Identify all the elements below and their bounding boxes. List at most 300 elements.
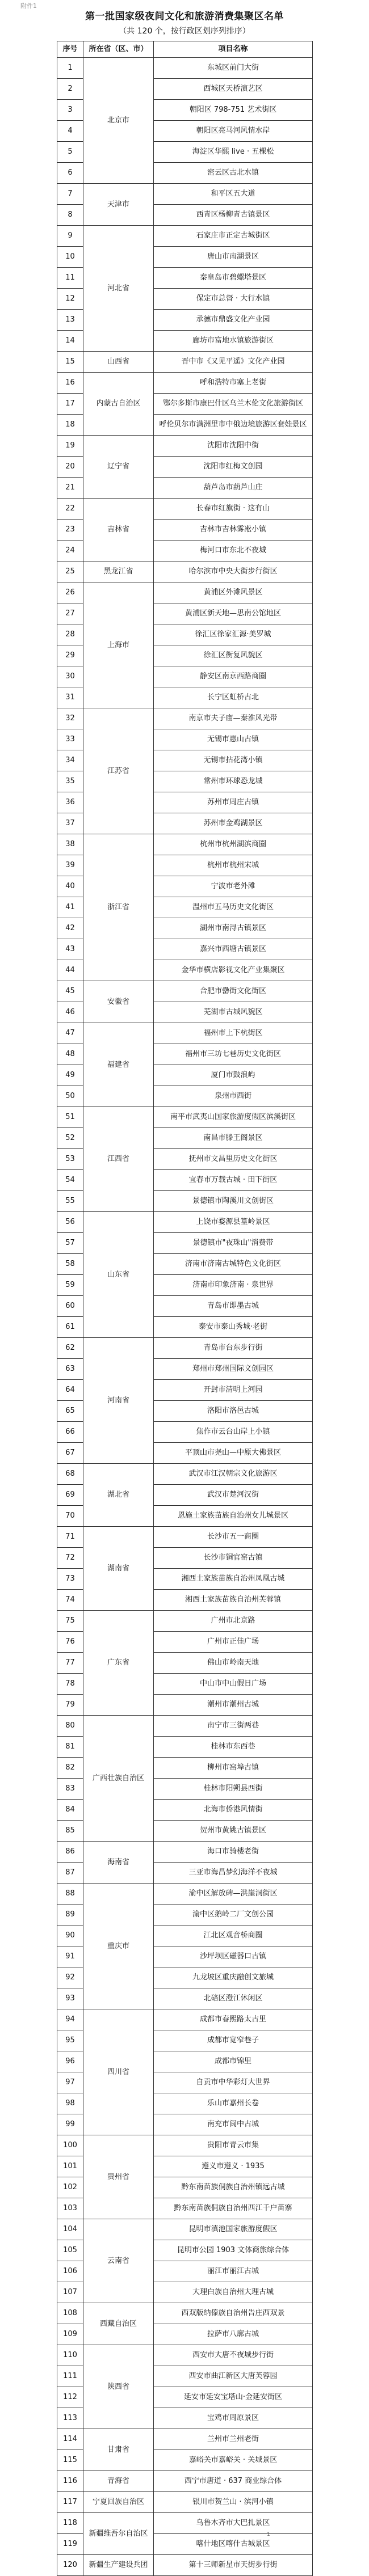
table-row [57,708,313,729]
row-index: 60 [57,1296,83,1317]
table-row [57,2471,313,2492]
row-index: 26 [57,582,83,603]
row-index: 74 [57,1590,83,1611]
row-index: 85 [57,1821,83,1842]
row-project-name: 延安市延安宝塔山·金延安街区 [154,2387,313,2408]
row-project-name: 梅河口市东北不夜城 [154,540,313,561]
row-index: 94 [57,2009,83,2030]
row-project-name: 湖州市南浔古镇景区 [154,918,313,939]
row-project-name: 宁波市老外滩 [154,876,313,897]
row-project-name: 秦皇岛市碧螺塔景区 [154,268,313,289]
row-index: 99 [57,2114,83,2135]
row-project-name: 广州市正佳广场 [154,1632,313,1653]
row-province: 河北省 [83,226,154,352]
row-index: 107 [57,2282,83,2303]
row-project-name: 平顶山市尧山—中原大佛景区 [154,1443,313,1464]
row-index: 113 [57,2408,83,2429]
row-province: 内蒙古自治区 [83,373,154,436]
row-index: 47 [57,1023,83,1044]
row-index: 38 [57,834,83,855]
row-province: 新疆维吾尔自治区 [83,2513,154,2555]
table-row [57,1023,313,1044]
row-project-name: 乐山市嘉州长卷 [154,2093,313,2114]
row-index: 110 [57,2345,83,2366]
row-index: 7 [57,184,83,205]
row-province: 海南省 [83,1842,154,1884]
table-row [57,1884,313,1904]
row-project-name: 成都市春熙路太古里 [154,2009,313,2030]
row-project-name: 杭州市杭州湖滨商圈 [154,834,313,855]
row-index: 5 [57,142,83,163]
row-index: 63 [57,1359,83,1380]
row-project-name: 静安区南京西路商圈 [154,666,313,687]
row-project-name: 青岛市即墨古城 [154,1296,313,1317]
row-index: 92 [57,1967,83,1988]
row-index: 50 [57,1086,83,1107]
row-project-name: 武汉市江汉朝宗文化旅游区 [154,1464,313,1485]
row-index: 76 [57,1632,83,1653]
page-number: 1 [267,2532,270,2537]
row-project-name: 西宁市唐道 · 637 商业综合体 [154,2471,313,2492]
row-project-name: 柳州市窑埠古镇 [154,1758,313,1779]
row-province: 山西省 [83,352,154,373]
row-index: 98 [57,2093,83,2114]
cluster-list-table [57,41,313,2576]
row-province: 黑龙江省 [83,561,154,582]
row-index: 118 [57,2513,83,2534]
row-index: 86 [57,1842,83,1863]
row-index: 69 [57,1485,83,1506]
table-row [57,2513,313,2534]
row-project-name: 鄂尔多斯市康巴什区乌兰木伦文化旅游街区 [154,394,313,415]
table-row [57,561,313,582]
row-project-name: 湘西土家族苗族自治州芙蓉镇 [154,1590,313,1611]
row-index: 77 [57,1653,83,1674]
row-project-name: 广州市北京路 [154,1611,313,1632]
table-row [57,2009,313,2030]
row-project-name: 宝鸡市周原景区 [154,2408,313,2429]
document-title: 第一批国家级夜间文化和旅游消费集聚区名单 [85,11,284,22]
row-index: 36 [57,792,83,813]
row-index: 67 [57,1443,83,1464]
row-project-name: 葫芦岛市葫芦山庄 [154,478,313,499]
table-row [57,58,313,79]
row-index: 43 [57,939,83,960]
row-index: 97 [57,2072,83,2093]
row-project-name: 南京市夫子庙—秦淮风光带 [154,708,313,729]
table-row [57,373,313,394]
row-project-name: 遵义市遵义 · 1935 [154,2156,313,2177]
row-project-name: 泉州市西街 [154,1086,313,1107]
row-province: 甘肃省 [83,2429,154,2471]
row-index: 53 [57,1149,83,1170]
row-index: 22 [57,499,83,520]
row-index: 21 [57,478,83,499]
row-project-name: 贵阳市青云市集 [154,2135,313,2156]
table-row [57,582,313,603]
row-index: 79 [57,1695,83,1716]
row-index: 87 [57,1863,83,1884]
row-project-name: 南平市武夷山国家旅游度假区滨溪街区 [154,1107,313,1128]
row-index: 23 [57,520,83,540]
row-province: 湖北省 [83,1464,154,1527]
table-row [57,1527,313,1548]
row-project-name: 昆明市滇池国家旅游度假区 [154,2219,313,2240]
row-project-name: 朝阳区亮马河风情水岸 [154,121,313,142]
row-project-name: 芜湖市古城风貌区 [154,1002,313,1023]
row-project-name: 西安市曲江新区大唐芙蓉园 [154,2366,313,2387]
row-index: 4 [57,121,83,142]
row-index: 20 [57,457,83,478]
row-index: 89 [57,1904,83,1925]
row-project-name: 厦门市鼓浪屿 [154,1065,313,1086]
row-index: 8 [57,205,83,226]
table-header-row [57,41,313,58]
row-project-name: 长沙市五一商圈 [154,1527,313,1548]
row-project-name: 渝中区鹅岭二厂文创公园 [154,1904,313,1925]
row-project-name: 和平区五大道 [154,184,313,205]
row-index: 17 [57,394,83,415]
row-project-name: 景德镇市陶溪川文创街区 [154,1191,313,1212]
table-row [57,499,313,520]
row-index: 66 [57,1422,83,1443]
row-project-name: 喀什地区喀什古城景区 [154,2534,313,2555]
row-index: 100 [57,2135,83,2156]
row-index: 14 [57,331,83,352]
row-index: 95 [57,2030,83,2051]
row-province: 宁夏回族自治区 [83,2492,154,2513]
row-index: 34 [57,750,83,771]
row-index: 11 [57,268,83,289]
row-project-name: 长宁区虹桥古北 [154,687,313,708]
row-province: 广东省 [83,1611,154,1716]
row-index: 93 [57,1988,83,2009]
row-project-name: 西安市大唐不夜城步行街 [154,2345,313,2366]
row-index: 111 [57,2366,83,2387]
row-index: 6 [57,163,83,184]
row-project-name: 银川市贺兰山 · 滨河小镇 [154,2492,313,2513]
row-index: 115 [57,2450,83,2471]
row-index: 56 [57,1212,83,1233]
row-index: 18 [57,415,83,436]
table-row [57,436,313,457]
row-project-name: 拉萨市八廓古城 [154,2324,313,2345]
table-row [57,1338,313,1359]
row-index: 88 [57,1884,83,1904]
row-project-name: 昆明市公园 1903 文体商旅综合体 [154,2240,313,2261]
table-row [57,2345,313,2366]
row-project-name: 唐山市南湖景区 [154,247,313,268]
row-project-name: 成都市宽窄巷子 [154,2030,313,2051]
row-index: 59 [57,1275,83,1296]
row-index: 117 [57,2492,83,2513]
row-index: 104 [57,2219,83,2240]
row-project-name: 黔东南苗族侗族自治州镇远古城 [154,2177,313,2198]
row-index: 73 [57,1569,83,1590]
row-project-name: 长沙市铜官窑古镇 [154,1548,313,1569]
row-index: 27 [57,603,83,624]
row-index: 109 [57,2324,83,2345]
row-project-name: 渝中区解放碑—洪崖洞街区 [154,1884,313,1904]
table-row [57,1107,313,1128]
table-row [57,1212,313,1233]
row-province: 山东省 [83,1212,154,1338]
row-project-name: 宜春市万载古城 · 田下街区 [154,1170,313,1191]
row-project-name: 北海市侨港风情街 [154,1800,313,1821]
row-index: 24 [57,540,83,561]
row-project-name: 贺州市黄姚古镇景区 [154,1821,313,1842]
row-index: 33 [57,729,83,750]
row-project-name: 杭州市杭州宋城 [154,855,313,876]
row-project-name: 沈阳市红梅文创园 [154,457,313,478]
row-province: 河南省 [83,1338,154,1464]
row-project-name: 潮州市潮州古城 [154,1695,313,1716]
row-project-name: 徐汇区衡复风貌区 [154,645,313,666]
row-project-name: 西双版纳傣族自治州告庄西双景 [154,2303,313,2324]
row-project-name: 青岛市台东步行街 [154,1338,313,1359]
row-index: 102 [57,2177,83,2198]
row-project-name: 常州市环球恐龙城 [154,771,313,792]
row-project-name: 长春市红旗街 · 这有山 [154,499,313,520]
row-index: 70 [57,1506,83,1527]
row-project-name: 朝阳区 798-751 艺术街区 [154,100,313,121]
row-index: 119 [57,2534,83,2555]
row-project-name: 景德镇市"夜珠山"消费带 [154,1233,313,1254]
row-project-name: 九龙坡区重庆融创文旅城 [154,1967,313,1988]
row-index: 112 [57,2387,83,2408]
table-row [57,1842,313,1863]
row-project-name: 黄浦区外滩风景区 [154,582,313,603]
row-index: 49 [57,1065,83,1086]
table-row [57,2219,313,2240]
row-project-name: 承德市鼎盛文化产业园 [154,310,313,331]
row-index: 65 [57,1401,83,1422]
row-project-name: 黄浦区新天地—思南公馆地区 [154,603,313,624]
table-row [57,2555,313,2576]
row-project-name: 乌鲁木齐市大巴扎景区 [154,2513,313,2534]
row-project-name: 晋中市《又见平遥》文化产业园 [154,352,313,373]
table-row [57,2303,313,2324]
row-project-name: 海口市骑楼老街 [154,1842,313,1863]
row-project-name: 江北区观音桥商圈 [154,1925,313,1946]
row-index: 2 [57,79,83,100]
row-project-name: 温州市五马历史文化街区 [154,897,313,918]
table-row [57,981,313,1002]
row-project-name: 石家庄市正定古城街区 [154,226,313,247]
row-province: 青海省 [83,2471,154,2492]
row-province: 吉林省 [83,499,154,561]
row-index: 28 [57,624,83,645]
row-index: 45 [57,981,83,1002]
row-index: 12 [57,289,83,310]
row-index: 101 [57,2156,83,2177]
table-row [57,2429,313,2450]
row-index: 106 [57,2261,83,2282]
row-index: 29 [57,645,83,666]
table-row [57,1716,313,1737]
row-province: 云南省 [83,2219,154,2303]
header-project-name: 项目名称 [154,41,313,58]
row-project-name: 大理白族自治州大理古城 [154,2282,313,2303]
row-index: 32 [57,708,83,729]
row-project-name: 合肥市罍街文化街区 [154,981,313,1002]
row-index: 46 [57,1002,83,1023]
row-project-name: 第十三师新星市天街步行街 [154,2555,313,2576]
row-province: 江西省 [83,1107,154,1212]
row-index: 75 [57,1611,83,1632]
row-province: 江苏省 [83,708,154,834]
row-index: 68 [57,1464,83,1485]
row-index: 1 [57,58,83,79]
row-province: 广西壮族自治区 [83,1716,154,1842]
table-row [57,184,313,205]
row-project-name: 开封市清明上河园 [154,1380,313,1401]
row-index: 31 [57,687,83,708]
row-project-name: 抚州市文昌里历史文化街区 [154,1149,313,1170]
row-project-name: 徐汇区徐家汇源·美罗城 [154,624,313,645]
row-index: 30 [57,666,83,687]
attachment-mark: 附件1 [20,2,37,10]
row-province: 陕西省 [83,2345,154,2429]
table-row [57,1464,313,1485]
row-index: 57 [57,1233,83,1254]
row-index: 54 [57,1170,83,1191]
row-index: 41 [57,897,83,918]
row-province: 重庆市 [83,1884,154,2009]
row-index: 3 [57,100,83,121]
row-province: 天津市 [83,184,154,226]
table-row [57,2135,313,2156]
row-index: 15 [57,352,83,373]
row-index: 61 [57,1317,83,1338]
row-index: 52 [57,1128,83,1149]
row-index: 96 [57,2051,83,2072]
row-index: 91 [57,1946,83,1967]
row-province: 浙江省 [83,834,154,981]
row-project-name: 中山市中山假日广场 [154,1674,313,1695]
row-project-name: 西青区杨柳青古镇景区 [154,205,313,226]
table-row [57,1611,313,1632]
table-row [57,352,313,373]
row-project-name: 三亚市海昌梦幻海洋不夜城 [154,1863,313,1884]
table-row [57,834,313,855]
row-project-name: 上饶市婺源县篁岭景区 [154,1212,313,1233]
row-index: 62 [57,1338,83,1359]
row-project-name: 嘉峪关市嘉峪关 · 关城景区 [154,2450,313,2471]
row-project-name: 保定市总督 · 大行水镇 [154,289,313,310]
row-index: 58 [57,1254,83,1275]
row-index: 103 [57,2198,83,2219]
row-project-name: 成都市锦里 [154,2051,313,2072]
row-project-name: 哈尔滨市中央大街步行街区 [154,561,313,582]
row-index: 48 [57,1044,83,1065]
row-index: 16 [57,373,83,394]
row-project-name: 海淀区华熙 live · 五棵松 [154,142,313,163]
row-project-name: 西城区天桥演艺区 [154,79,313,100]
row-project-name: 沈阳市沈阳中街 [154,436,313,457]
table-row [57,226,313,247]
row-project-name: 金华市横店影视文化产业集聚区 [154,960,313,981]
row-project-name: 济南市印象济南 · 泉世界 [154,1275,313,1296]
row-province: 四川省 [83,2009,154,2135]
row-project-name: 呼伦贝尔市满洲里市中俄边境旅游区套娃景区 [154,415,313,436]
row-index: 39 [57,855,83,876]
row-project-name: 湘西土家族苗族自治州凤凰古城 [154,1569,313,1590]
row-project-name: 恩施土家族苗族自治州女儿城景区 [154,1506,313,1527]
row-index: 80 [57,1716,83,1737]
row-province: 湖南省 [83,1527,154,1611]
row-index: 51 [57,1107,83,1128]
row-project-name: 南宁市三街两巷 [154,1716,313,1737]
row-project-name: 无锡市拈花湾小镇 [154,750,313,771]
table-row [57,2492,313,2513]
row-index: 114 [57,2429,83,2450]
row-index: 37 [57,813,83,834]
row-index: 78 [57,1674,83,1695]
row-index: 55 [57,1191,83,1212]
row-province: 福建省 [83,1023,154,1107]
row-province: 贵州省 [83,2135,154,2219]
row-index: 72 [57,1548,83,1569]
row-project-name: 桂林市东西巷 [154,1737,313,1758]
row-index: 83 [57,1779,83,1800]
row-province: 上海市 [83,582,154,708]
row-province: 北京市 [83,58,154,184]
row-index: 105 [57,2240,83,2261]
row-index: 25 [57,561,83,582]
row-project-name: 南昌市滕王阁景区 [154,1128,313,1149]
row-project-name: 东城区前门大街 [154,58,313,79]
table-body [57,58,313,2576]
row-index: 40 [57,876,83,897]
row-index: 84 [57,1800,83,1821]
row-project-name: 沙坪坝区磁器口古镇 [154,1946,313,1967]
row-project-name: 南充市阆中古城 [154,2114,313,2135]
row-project-name: 泰安市泰山秀城·老街 [154,1317,313,1338]
row-index: 19 [57,436,83,457]
header-index: 序号 [57,41,83,58]
row-project-name: 呼和浩特市塞上老街 [154,373,313,394]
row-index: 90 [57,1925,83,1946]
row-project-name: 丽江市丽江古城 [154,2261,313,2282]
header-province: 所在省（区、市） [83,41,154,58]
row-project-name: 无锡市惠山古镇 [154,729,313,750]
row-index: 35 [57,771,83,792]
row-index: 42 [57,918,83,939]
row-project-name: 福州市三坊七巷历史文化街区 [154,1044,313,1065]
row-province: 新疆生产建设兵团 [83,2555,154,2576]
row-project-name: 嘉兴市西塘古镇景区 [154,939,313,960]
row-project-name: 郑州市郑州国际文创园区 [154,1359,313,1380]
row-project-name: 北碚区澄江休闲区 [154,1988,313,2009]
row-project-name: 济南市济南古城特色文化街区 [154,1254,313,1275]
row-index: 13 [57,310,83,331]
row-project-name: 武汉市楚河汉街 [154,1485,313,1506]
row-index: 10 [57,247,83,268]
row-project-name: 苏州市金鸡湖景区 [154,813,313,834]
row-index: 71 [57,1527,83,1548]
row-project-name: 苏州市周庄古镇 [154,792,313,813]
row-index: 116 [57,2471,83,2492]
row-province: 西藏自治区 [83,2303,154,2345]
row-project-name: 密云区古北水镇 [154,163,313,184]
row-index: 64 [57,1380,83,1401]
row-project-name: 焦作市云台山岸上小镇 [154,1422,313,1443]
row-index: 108 [57,2303,83,2324]
document-subtitle: （共 120 个，按行政区划序列排序） [119,27,250,36]
row-project-name: 廊坊市富地水镇旅游街区 [154,331,313,352]
row-project-name: 桂林市阳朔县西街 [154,1779,313,1800]
